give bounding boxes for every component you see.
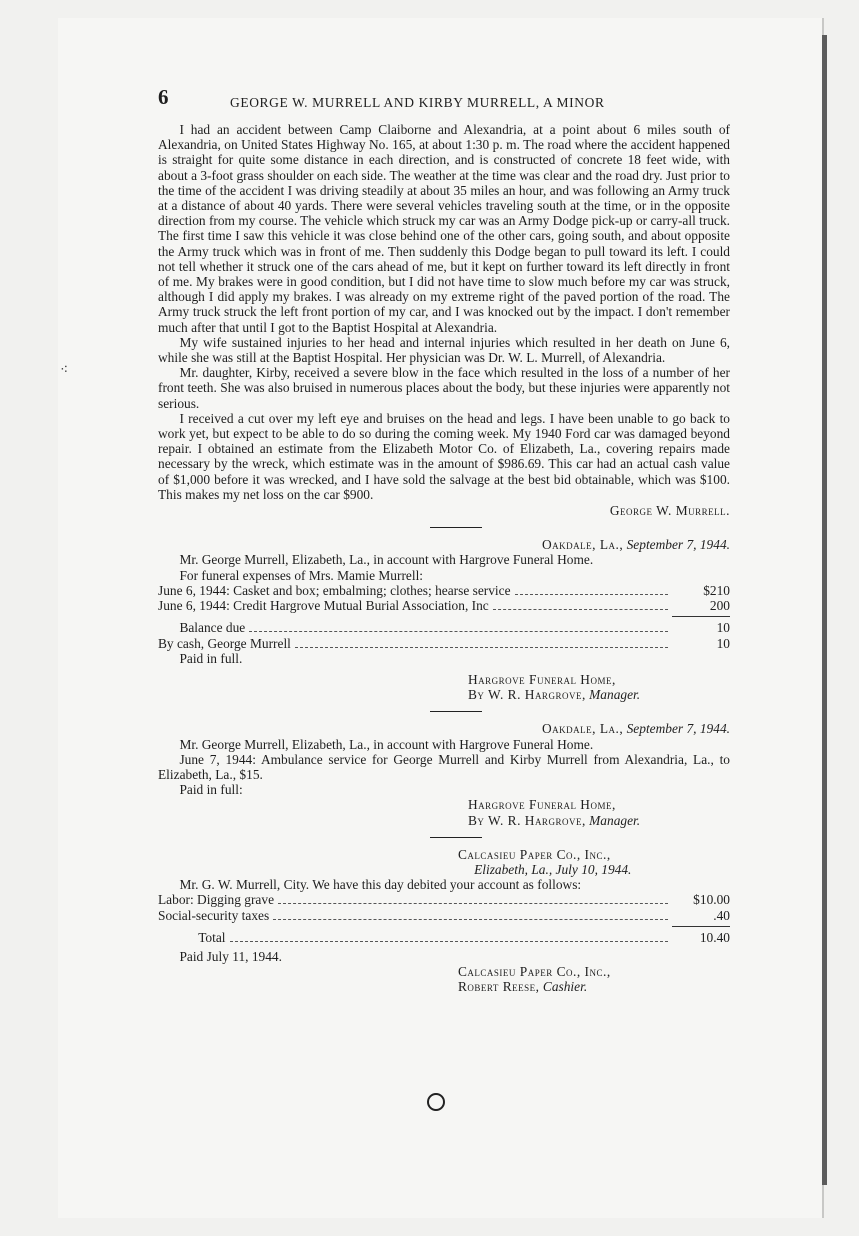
line-item-amount: $210: [703, 582, 730, 598]
bill-line-item: [158, 908, 730, 923]
page-number: 6: [158, 85, 169, 109]
signature-by: Robert Reese, Cashier.: [458, 979, 588, 995]
statement-paragraph: I received a cut over my left eye and bruises on the head and legs. I have been unable to go back to work yet, but expect to be able to do so during the coming week. My 1940 Ford car was damaged beyond repair. I obtained an estimate from the Elizabeth Motor Co. of Elizabeth, La., covering repairs made necessary by the wreck, which estimate was in the amount of $986.69. This car had an actual cash value of $1,000 before it was wrecked, and I have sold the salvage at the best bid obtainable, which was $100. This makes my net loss on the car $900.: [158, 410, 730, 502]
statement-paragraph: Mr. daughter, Kirby, received a severe blow in the face which resulted in the loss of a number of her front teeth. She was also bruised in numerous places about the body, but these injuries were apparently not serious.: [158, 365, 730, 411]
leader-dots: [493, 609, 668, 610]
cash-label: By cash, George Murrell: [158, 635, 291, 651]
cash-row: [158, 636, 730, 651]
line-item-amount: $10.00: [693, 892, 730, 908]
signature-company: Hargrove Funeral Home,: [468, 671, 616, 687]
page-header: [158, 85, 730, 116]
bill-date: September 7, 1944.: [626, 537, 730, 553]
paid-note: Paid in full:: [179, 782, 243, 798]
paid-note: Paid in full.: [179, 650, 243, 666]
statement-paragraph: I had an accident between Camp Claiborne and Alexandria, at a point about 6 miles south of Alexandria, on United States Highway No. 165, at about 1:30 p. m. The road where the accident happened is straight for quite some distance in each direction, and is constructed of concrete 18 feet wide, with about a 3-foot grass shoulder on each side. The weather at the time was clear and the road dry. Just prior to the time of the accident I was driving steadily at about 35 miles an hour, and was following an Army truck at a distance of about 40 yards. There were several vehicles traveling south at the time, or in the opposite direction from my course. The vehicle which struck my car was an Army Dodge pick-up or carry-all truck. The first time I saw this vehicle it was close behind one of the other cars, going south, and about opposite the Army truck which was in front of me. Then suddenly this Dodge began to pull toward its left. I could not tell whether it struck one of the cars ahead of me, but it kept on further toward its left directly in front of me. My brakes were in good condition, but I did not have time to slow much before my car was struck, although I did apply my brakes. I was already on my extreme right of the paved portion of the road. The Army truck struck the left front portion of my car, and I was knocked out by the impact. I don't remember much after that until I got to the Baptist Hospital at Alexandria.: [158, 122, 731, 335]
balance-amount: 10: [716, 620, 730, 636]
signature-by: By W. R. Hargrove, Manager.: [468, 812, 641, 828]
section-divider: [430, 527, 482, 528]
line-item-label: Labor: Digging grave: [158, 892, 275, 908]
leader-dots: [249, 631, 668, 632]
line-item-label: June 6, 1944: Casket and box; embalming; clothes; hearse service: [158, 582, 511, 598]
balance-row: [158, 620, 730, 635]
total-label: Total: [198, 929, 226, 945]
line-item-amount: 200: [709, 598, 730, 614]
bill-place: Oakdale, La.,: [542, 721, 624, 737]
grave-bill: [158, 847, 730, 995]
signature-company: Hargrove Funeral Home,: [468, 797, 616, 813]
leader-dots: [515, 594, 668, 595]
sum-rule: [672, 616, 730, 617]
bill-place: Oakdale, La.,: [542, 537, 624, 553]
bill-intro: Mr. George Murrell, Elizabeth, La., in account with Hargrove Funeral Home.: [179, 736, 594, 752]
total-row: [158, 930, 730, 945]
leader-dots: [278, 903, 668, 904]
bill-service: June 7, 1944: Ambulance service for George Murrell and Kirby Murrell from Alexandria, La., to Elizabeth, La., $15.: [158, 751, 730, 782]
ambulance-bill: [158, 721, 730, 827]
funeral-bill: [158, 537, 730, 702]
line-item-label: Social-security taxes: [158, 907, 270, 923]
margin-mark: ⁖: [60, 363, 69, 378]
bill-intro: Mr. G. W. Murrell, City. We have this day debited your account as follows:: [179, 877, 582, 893]
bill-line-item: [158, 583, 730, 598]
total-amount: 10.40: [699, 929, 730, 945]
statement: [158, 122, 730, 518]
page-edge: [822, 35, 827, 1185]
line-item-label: June 6, 1944: Credit Hargrove Mutual Burial Association, Inc: [158, 598, 489, 614]
bill-dateline: [158, 721, 730, 736]
circle-mark: [427, 1093, 445, 1111]
bill-company-header: [458, 847, 730, 877]
bill-line-item: [158, 598, 730, 613]
line-item-amount: .40: [713, 907, 730, 923]
bill-line-item: [158, 892, 730, 907]
document-page: [158, 85, 731, 995]
leader-dots: [295, 647, 668, 648]
bill-signature: [458, 964, 730, 994]
running-title: GEORGE W. MURRELL AND KIRBY MURRELL, A MINOR: [230, 95, 605, 110]
statement-paragraph: My wife sustained injuries to her head and internal injuries which resulted in her death on June 6, while she was still at the Baptist Hospital. Her physician was Dr. W. L. Murrell, of Alexandria.: [158, 334, 730, 366]
paid-note: Paid July 11, 1944.: [179, 948, 282, 964]
bill-purpose: For funeral expenses of Mrs. Mamie Murrell:: [179, 567, 424, 583]
signature-company: Calcasieu Paper Co., Inc.,: [458, 964, 611, 980]
cash-amount: 10: [716, 635, 730, 651]
sum-rule: [672, 926, 730, 927]
balance-label: Balance due: [179, 620, 246, 636]
bill-intro: Mr. George Murrell, Elizabeth, La., in account with Hargrove Funeral Home.: [179, 552, 594, 568]
bill-date: Elizabeth, La., July 10, 1944.: [474, 861, 632, 877]
bill-date: September 7, 1944.: [626, 721, 730, 737]
bill-signature: [468, 672, 730, 702]
signature-by: By W. R. Hargrove, Manager.: [468, 687, 641, 703]
bill-dateline: [158, 537, 730, 552]
bill-company: Calcasieu Paper Co., Inc.,: [458, 846, 611, 862]
leader-dots: [230, 941, 668, 942]
section-divider: [430, 711, 482, 712]
section-divider: [430, 837, 482, 838]
bill-signature: [468, 797, 730, 827]
leader-dots: [273, 919, 668, 920]
statement-signature: George W. Murrell.: [609, 503, 730, 519]
